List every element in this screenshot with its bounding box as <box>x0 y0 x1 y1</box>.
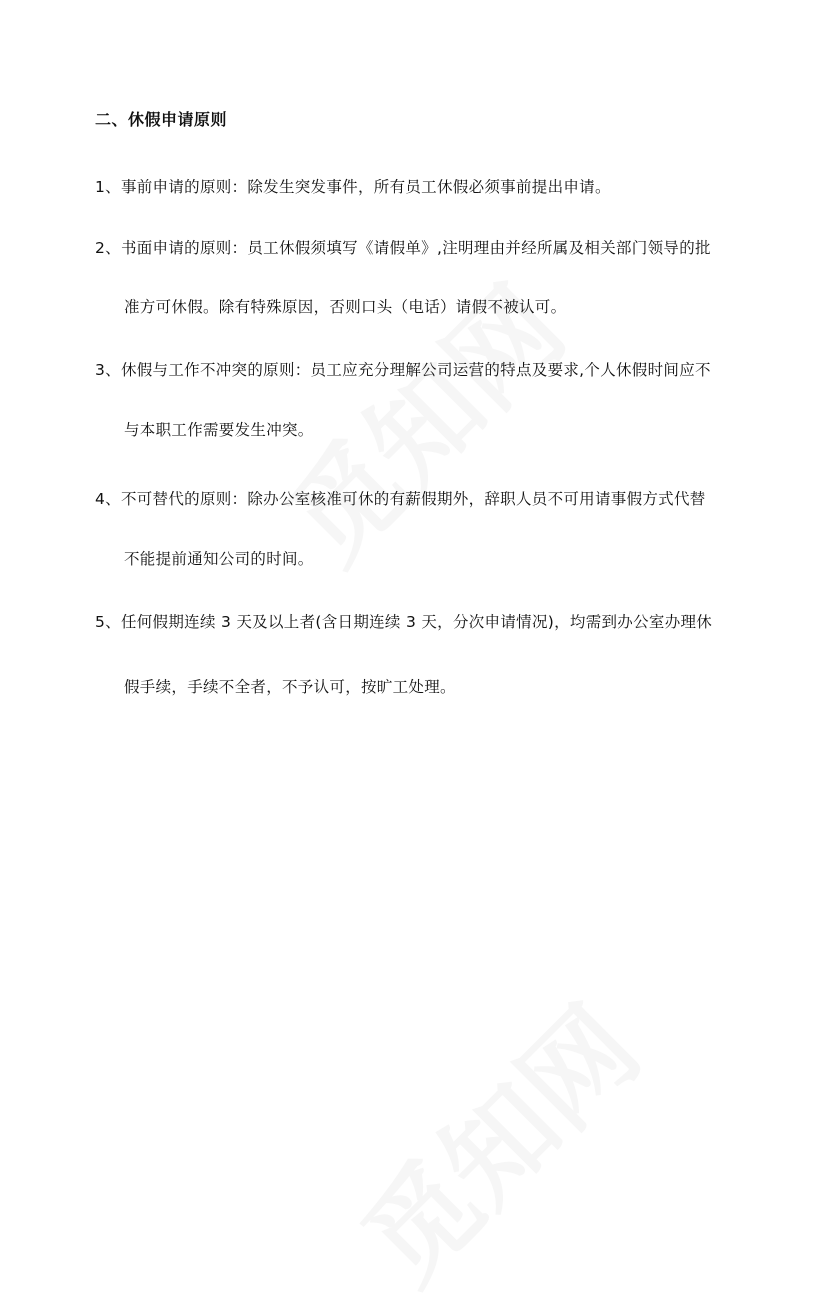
rule-4-continued: 不能提前通知公司的时间。 <box>124 550 314 568</box>
section-heading: 二、休假申请原则 <box>95 110 228 129</box>
rule-5: 5、任何假期连续 3 天及以上者(含日期连续 3 天，分次申请情况)，均需到办公室办理休 <box>95 613 713 631</box>
rule-4: 4、不可替代的原则：除办公室核准可休的有薪假期外，辞职人员不可用请事假方式代替 <box>95 490 706 508</box>
watermark <box>322 966 667 1311</box>
rule-1: 1、事前申请的原则：除发生突发事件，所有员工休假必须事前提出申请。 <box>95 178 611 196</box>
rule-3: 3、休假与工作不冲突的原则：员工应充分理解公司运营的特点及要求,个人休假时间应不 <box>95 361 711 379</box>
rule-2: 2、书面申请的原则：员工休假须填写《请假单》,注明理由并经所属及相关部门领导的批 <box>95 239 711 257</box>
rule-5-continued: 假手续，手续不全者，不予认可，按旷工处理。 <box>124 678 456 696</box>
rule-2-continued: 准方可休假。除有特殊原因，否则口头（电话）请假不被认可。 <box>124 298 567 316</box>
rule-3-continued: 与本职工作需要发生冲突。 <box>124 421 314 439</box>
